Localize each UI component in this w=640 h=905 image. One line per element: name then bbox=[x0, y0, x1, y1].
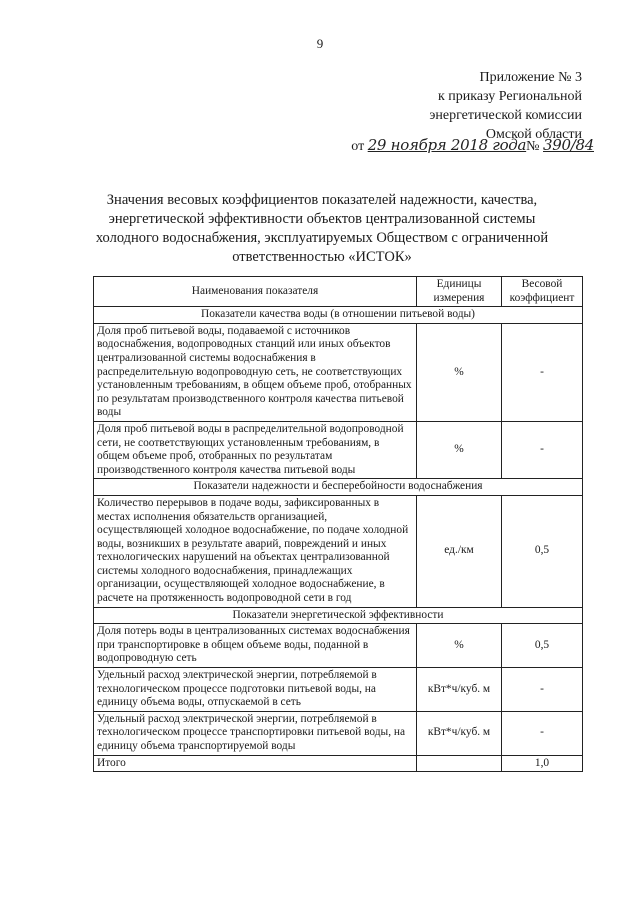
header-row bbox=[94, 277, 583, 307]
table-row bbox=[94, 624, 583, 668]
row-unit: % bbox=[417, 323, 502, 421]
section-row bbox=[94, 307, 583, 324]
table-row bbox=[94, 421, 583, 478]
table-row bbox=[94, 711, 583, 755]
row-name: Доля проб питьевой воды в распределительной водопроводной сети, не соответствующих установленным требованиям, в общем объеме проб, отобранных по результатам производственного контроля качества питьевой воды bbox=[94, 421, 417, 478]
row-unit: кВт*ч/куб. м bbox=[417, 711, 502, 755]
row-weight: - bbox=[502, 668, 583, 712]
row-weight: - bbox=[502, 323, 583, 421]
appendix-line: энергетической комиссии bbox=[429, 108, 582, 123]
row-weight: - bbox=[502, 421, 583, 478]
document-title: Значения весовых коэффициентов показателей надежности, качества, энергетической эффективности объектов централизованной системы холодного водоснабжения, эксплуатируемых Обществом с ограниченной ответственностью «ИСТОК» bbox=[95, 192, 549, 265]
appendix-block bbox=[429, 68, 582, 144]
row-name: Удельный расход электрической энергии, потребляемой в технологическом процессе подготовки питьевой воды, на единицу объема воды, отпускаемой в сеть bbox=[94, 668, 417, 712]
appendix-line: Омской области bbox=[485, 127, 582, 142]
row-unit: % bbox=[417, 421, 502, 478]
row-name: Удельный расход электрической энергии, потребляемой в технологическом процессе транспортировки питьевой воды, на единицу объема транспортируемой воды bbox=[94, 711, 417, 755]
table-row bbox=[94, 495, 583, 607]
row-weight: - bbox=[502, 711, 583, 755]
total-row bbox=[94, 755, 583, 772]
section-title-reliability: Показатели надежности и бесперебойности водоснабжения bbox=[94, 479, 583, 496]
weights-table bbox=[93, 276, 583, 772]
header-name: Наименования показателя bbox=[94, 277, 417, 307]
section-row bbox=[94, 479, 583, 496]
order-number-handwritten: 390/84 bbox=[543, 136, 594, 154]
table-row bbox=[94, 323, 583, 421]
appendix-line: Приложение № 3 bbox=[479, 70, 582, 85]
total-label: Итого bbox=[94, 755, 417, 772]
row-name: Количество перерывов в подаче воды, зафиксированных в местах исполнения обязательств организацией, осуществляющей холодное водоснабжение, по подаче холодной воды, возникших в результате аварий, повреждений и иных технологических нарушений на объектах централизованной системы холодного водоснабжения, принадлежащих организации, осуществляющей холодное водоснабжение, в расчете на протяженность водопроводной сети в год bbox=[94, 495, 417, 607]
section-row bbox=[94, 607, 583, 624]
row-weight: 0,5 bbox=[502, 495, 583, 607]
page-number: 9 bbox=[316, 36, 324, 51]
row-name: Доля потерь воды в централизованных системах водоснабжения при транспортировке в общем объеме воды, поданной в водопроводную сеть bbox=[94, 624, 417, 668]
appendix-line: к приказу Региональной bbox=[437, 89, 582, 104]
row-name: Доля проб питьевой воды, подаваемой с источников водоснабжения, водопроводных станций или иных объектов централизованной системы водоснабжения в распределительную водопроводную сеть, не соответствующих установленным требованиям, в общем объеме проб, отобранных по результатам производственного контроля качества питьевой воды bbox=[94, 323, 417, 421]
row-unit: % bbox=[417, 624, 502, 668]
header-weight: Весовой коэффициент bbox=[502, 277, 583, 307]
order-date-handwritten: 29 ноября 2018 года bbox=[367, 136, 527, 154]
section-title-efficiency: Показатели энергетической эффективности bbox=[94, 607, 583, 624]
row-unit: кВт*ч/куб. м bbox=[417, 668, 502, 712]
row-weight: 0,5 bbox=[502, 624, 583, 668]
total-unit bbox=[417, 755, 502, 772]
table-row bbox=[94, 668, 583, 712]
header-unit: Единицы измерения bbox=[417, 277, 502, 307]
order-reference bbox=[351, 136, 594, 155]
section-title-quality: Показатели качества воды (в отношении питьевой воды) bbox=[94, 307, 583, 324]
row-unit: ед./км bbox=[417, 495, 502, 607]
order-prefix: от bbox=[351, 139, 365, 154]
total-weight: 1,0 bbox=[502, 755, 583, 772]
order-number-label: № bbox=[526, 139, 540, 154]
